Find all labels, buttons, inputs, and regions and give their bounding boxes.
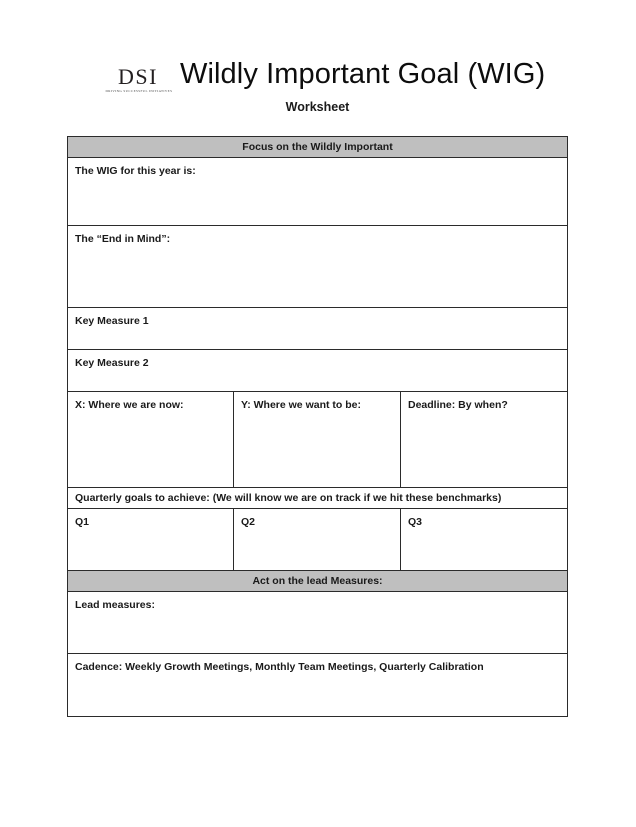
- row-quarterly-goals-label: [68, 488, 567, 509]
- field-label: Cadence: Weekly Growth Meetings, Monthly Team Meetings, Quarterly Calibration: [75, 661, 484, 673]
- document-header: [0, 58, 636, 136]
- page-subtitle: Worksheet: [285, 100, 350, 114]
- field-q2[interactable]: [234, 509, 401, 570]
- field-where-we-want-to-be[interactable]: [234, 392, 401, 487]
- row-x-y-deadline: [68, 392, 567, 488]
- field-cadence[interactable]: [68, 654, 567, 716]
- field-lead-measures[interactable]: [68, 592, 567, 654]
- field-label: Q1: [75, 516, 90, 528]
- field-label: The “End in Mind”:: [75, 233, 171, 245]
- field-label: The WIG for this year is:: [75, 165, 196, 177]
- dsi-logo: [105, 64, 173, 93]
- field-label: X: Where we are now:: [75, 399, 184, 411]
- quarterly-goals-label: Quarterly goals to achieve: (We will know we are on track if we hit these benchmarks): [75, 492, 502, 504]
- logo-tagline-text: DRIVING SUCCESSFUL INITIATIVES: [105, 89, 173, 93]
- field-q3[interactable]: [401, 509, 567, 570]
- field-end-in-mind[interactable]: [68, 226, 567, 308]
- field-label: Deadline: By when?: [408, 399, 508, 411]
- field-q1[interactable]: [68, 509, 234, 570]
- field-label: Key Measure 2: [75, 357, 149, 369]
- field-label: Y: Where we want to be:: [241, 399, 361, 411]
- field-label: Q3: [408, 516, 423, 528]
- field-label: Q2: [241, 516, 256, 528]
- field-key-measure-1[interactable]: [68, 308, 567, 350]
- field-wig-for-this-year[interactable]: [68, 158, 567, 226]
- field-deadline[interactable]: [401, 392, 567, 487]
- row-quarters: [68, 509, 567, 571]
- logo-mark-text: DSI: [118, 64, 158, 89]
- field-label: Key Measure 1: [75, 315, 149, 327]
- field-key-measure-2[interactable]: [68, 350, 567, 392]
- section-header-focus: Focus on the Wildly Important: [68, 137, 567, 158]
- page-title: Wildly Important Goal (WIG): [180, 58, 546, 90]
- wig-worksheet-table: [67, 136, 568, 717]
- field-where-we-are-now[interactable]: [68, 392, 234, 487]
- field-label: Lead measures:: [75, 599, 155, 611]
- section-header-act-on-lead-measures: Act on the lead Measures:: [68, 571, 567, 592]
